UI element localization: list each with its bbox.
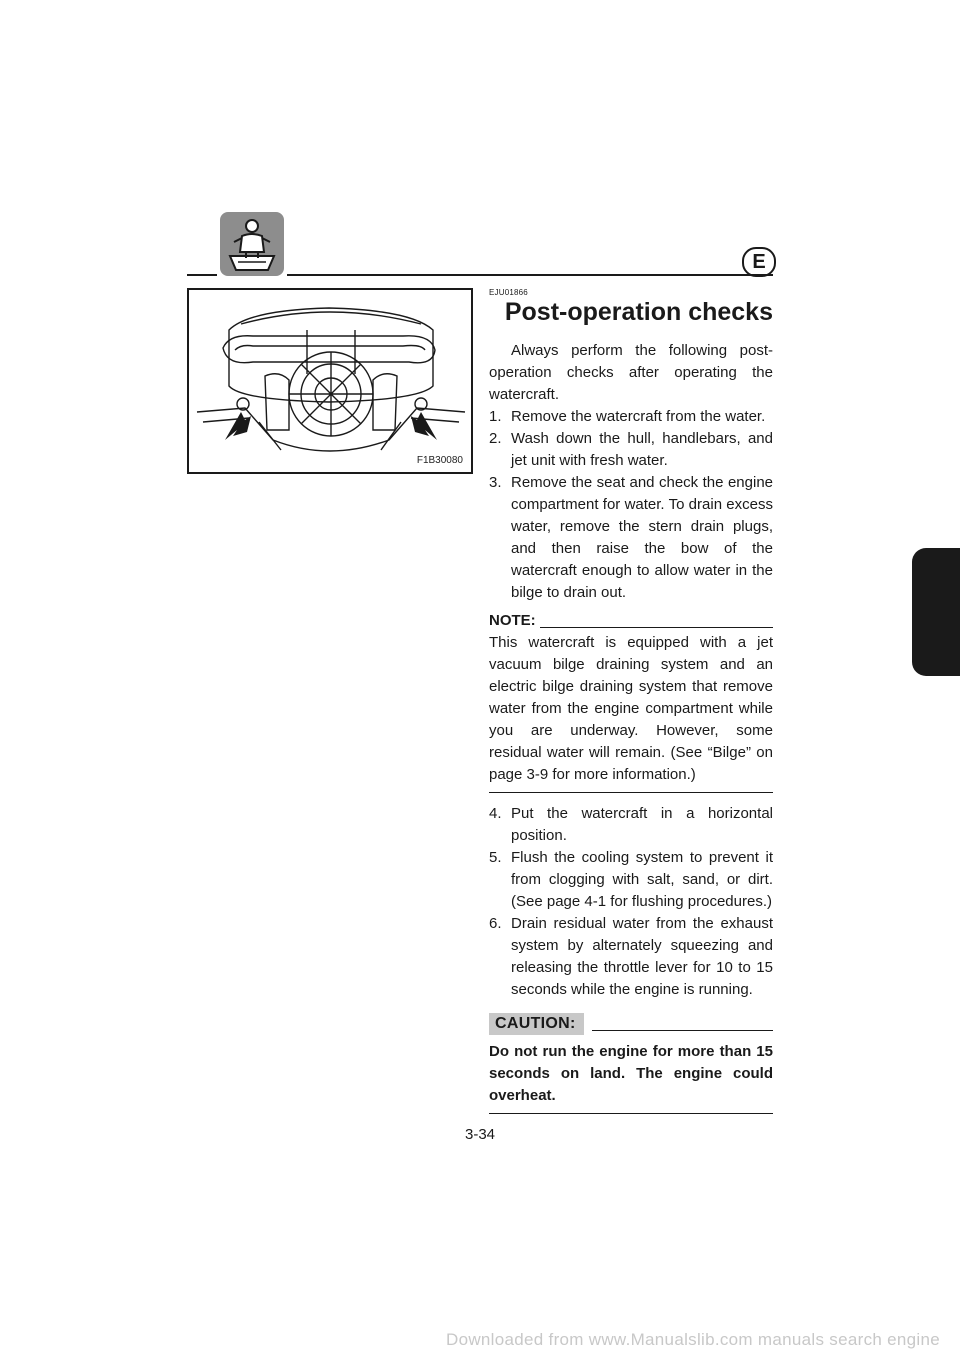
list-item: 1. Remove the watercraft from the water. [489, 408, 766, 425]
caution-text: Do not run the engine for more than 15 seconds on land. The engine could overheat. [489, 1043, 773, 1104]
figure-stern-drain-plugs [187, 288, 473, 474]
language-badge: E [742, 247, 776, 277]
text-column [489, 340, 773, 1114]
list-item: 3. Remove the seat and check the engine compartment for water. To drain excess water, remove the stern drain plugs, and then raise the bow of the watercraft enough to allow water in the bilge to drain out. [489, 474, 773, 601]
header-rule-right [287, 274, 773, 276]
header-rule-left [187, 274, 217, 276]
caution-rule [592, 1030, 773, 1031]
watercraft-rider-icon [220, 212, 284, 276]
note-bottom-rule [489, 786, 773, 793]
list-item: 4. Put the watercraft in a horizontal position. [489, 805, 773, 844]
chapter-icon [220, 212, 284, 276]
note-text: This watercraft is equipped with a jet vacuum bilge draining system and an electric bilge draining system that remove water from the engine compartment while you are underway. However, some residual water will remain. (See “Bilge” on page 3-9 for more information.) [489, 634, 773, 783]
chapter-side-tab [912, 548, 960, 676]
caution-header [489, 1013, 773, 1035]
note-rule [540, 627, 773, 628]
steps-list-2 [489, 803, 773, 1001]
caution-bottom-rule [489, 1107, 773, 1114]
page-title: Post-operation checks [504, 298, 773, 326]
section-code: EJU01866 [489, 288, 528, 297]
watercraft-stern-illustration [189, 290, 471, 472]
list-item: 5. Flush the cooling system to prevent it from clogging with salt, sand, or dirt. (See page 4-1 for flushing procedures.) [489, 849, 773, 910]
caution-label: CAUTION: [489, 1013, 584, 1035]
note-header [489, 610, 773, 632]
steps-list-1 [489, 406, 773, 604]
note-label: NOTE: [489, 612, 536, 629]
watermark-text: Downloaded from www.Manualslib.com manuals search engine [446, 1330, 940, 1349]
figure-code: F1B30080 [416, 455, 463, 466]
list-item: 2. Wash down the hull, handlebars, and jet unit with fresh water. [489, 430, 773, 469]
intro-paragraph: Always perform the following post-operation checks after operating the watercraft. [489, 342, 773, 403]
page-number: 3-34 [464, 1126, 496, 1143]
list-item: 6. Drain residual water from the exhaust system by alternately squeezing and releasing the throttle lever for 10 to 15 seconds while the engine is running. [489, 915, 773, 998]
